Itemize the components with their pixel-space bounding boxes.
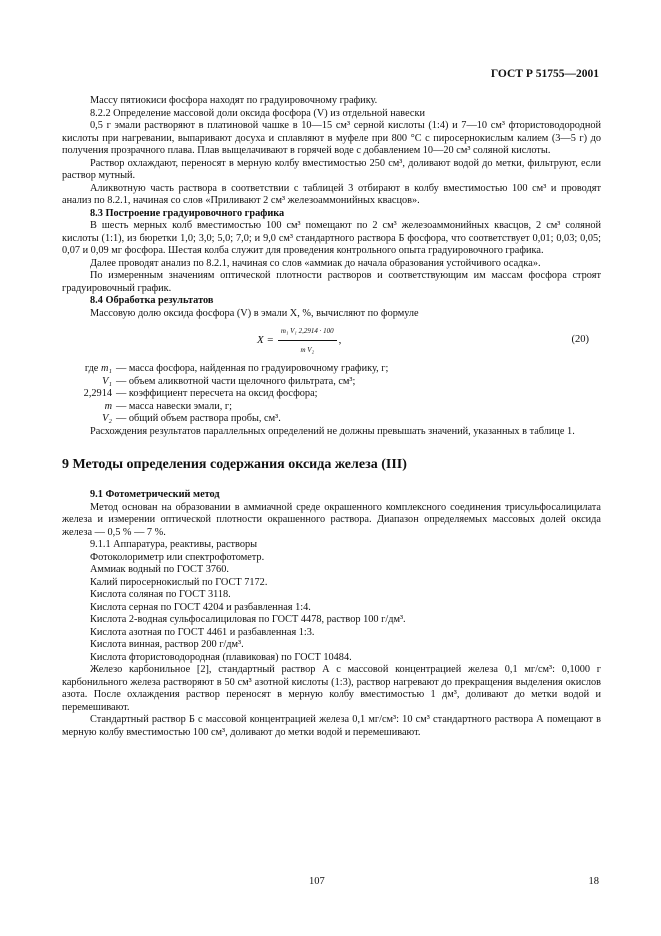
paragraph: Раствор охлаждают, переносят в мерную колбу вместимостью 250 см³, доливают водой до метки, фильтруют, если раствор мутный. bbox=[62, 157, 601, 181]
paragraph: 8.2.2 Определение массовой доли оксида фосфора (V) из отдельной навески bbox=[90, 107, 426, 119]
variable-description: — коэффициент пересчета на оксид фосфора; bbox=[116, 388, 318, 399]
reagent-list bbox=[62, 552, 601, 665]
variable-description: — масса фосфора, найденная по градуировочному графику, г; bbox=[116, 363, 389, 374]
formula-comma: , bbox=[338, 334, 342, 347]
variable-symbol: V₂ bbox=[102, 413, 112, 424]
variable-definitions bbox=[62, 363, 601, 426]
list-item: Кислота 2-водная сульфосалициловая по ГОСТ 4478, раствор 100 г/дм³. bbox=[90, 614, 406, 625]
paragraph: Железо карбонильное [2], стандартный раствор А с массовой концентрацией железа 0,1 мг/см³: 0,1000 г карбонильного железа растворяют в 50 см³ азотной кислоты (1:3), раствор нагревают до прекращения выделения окислов азота. После охлаждения раствор переносят в мерную колбу вместимостью 1 дм³, доливают до метки водой и перемешивают. bbox=[62, 664, 601, 713]
paragraph: Аликвотную часть раствора в соответствии с таблицей 3 отбирают в колбу вместимостью 100 см³ и проводят анализ по 8.2.1, начиная со слов «Приливают 2 см³ железоаммонийных квасцов». bbox=[62, 182, 601, 206]
list-item: Кислота азотная по ГОСТ 4461 и разбавленная 1:3. bbox=[90, 626, 315, 638]
paragraph: По измеренным значениям оптической плотности растворов и соответствующим им массам фосфора строят градуировочный график. bbox=[62, 270, 601, 294]
subsection-heading-9-1: 9.1 Фотометрический метод bbox=[90, 489, 220, 500]
formula-lhs: X = bbox=[257, 334, 274, 347]
list-item: Кислота серная по ГОСТ 4204 и разбавленная 1:4. bbox=[90, 601, 311, 613]
section-heading-9: 9 Методы определения содержания оксида железа (III) bbox=[62, 457, 407, 472]
sheet-number: 18 bbox=[588, 876, 599, 887]
where-prefix: где bbox=[84, 363, 99, 374]
variable-symbol: V₁ bbox=[102, 375, 112, 387]
variable-row bbox=[62, 376, 601, 389]
paragraph: В шесть мерных колб вместимостью 100 см³ помещают по 2 см³ железоаммонийных квасцов, 2 см³ соляной кислоты (1:1), из бюретки 1,0; 3,0; 5,0; 7,0; и 9,0 см³ стандартного раствора Б фосфора, что соответствует 0,01; 0,03; 0,05; 0,07 и 0,09 мг фосфора. Шестая колба служит для проведения контрольного опыта градуировочного графика. bbox=[62, 220, 601, 256]
variable-description: — объем аликвотной части щелочного фильтрата, см³; bbox=[116, 375, 356, 387]
list-item: Калий пиросернокислый по ГОСТ 7172. bbox=[90, 576, 268, 588]
paragraph: Метод основан на образовании в аммиачной среде окрашенного комплексного соединения трисульфосалицилата железа и измерении оптической плотности окрашенного раствора. Диапазон определяемых массовых долей оксида железа — 0,5 % — 7 %. bbox=[62, 501, 601, 538]
formula bbox=[257, 325, 341, 356]
formula-numerator: m₁ V₁ 2,2914 · 100 bbox=[278, 325, 337, 341]
variable-row bbox=[62, 413, 601, 426]
standard-header: ГОСТ Р 51755—2001 bbox=[490, 68, 599, 80]
subsection-heading-8-3: 8.3 Построение градуировочного графика bbox=[90, 207, 285, 219]
page-body bbox=[62, 95, 601, 739]
page-number: 107 bbox=[309, 876, 325, 887]
variable-symbol: 2,2914 bbox=[83, 388, 112, 399]
list-item: Кислота винная, раствор 200 г/дм³. bbox=[90, 639, 244, 650]
variable-row bbox=[62, 388, 601, 401]
list-item: Кислота соляная по ГОСТ 3118. bbox=[90, 589, 231, 600]
variable-symbol: m₁ bbox=[100, 363, 112, 374]
paragraph: Массовую долю оксида фосфора (V) в эмали X, %, вычисляют по формуле bbox=[90, 307, 419, 319]
list-item: Фотоколориметр или спектрофотометр. bbox=[90, 551, 265, 563]
paragraph: 0,5 г эмали растворяют в платиновой чашке в 10—15 см³ серной кислоты (1:4) и 7—10 см³ фтористоводородной кислоты при нагревании, выпаривают досуха и сплавляют в муфеле при 800 °С с пиросернокислым калием (3—5 г) до получения прозрачного плава. Плав выщелачивают в горячей воде с добавлением 10—20 см³ соляной кислоты. bbox=[62, 120, 601, 156]
equation-number: (20) bbox=[571, 334, 589, 345]
variable-symbol: m bbox=[104, 400, 112, 412]
paragraph: Массу пятиокиси фосфора находят по градуировочному графику. bbox=[90, 95, 378, 106]
paragraph: 9.1.1 Аппаратура, реактивы, растворы bbox=[90, 539, 258, 550]
variable-row bbox=[62, 401, 601, 414]
list-item: Кислота фтористоводородная (плавиковая) по ГОСТ 10484. bbox=[90, 651, 352, 663]
subsection-heading-8-4: 8.4 Обработка результатов bbox=[90, 295, 214, 306]
list-item: Аммиак водный по ГОСТ 3760. bbox=[90, 564, 229, 575]
variable-row bbox=[62, 363, 601, 376]
paragraph: Далее проводят анализ по 8.2.1, начиная со слов «аммиак до начала образования устойчивого осадка». bbox=[90, 257, 541, 269]
paragraph: Стандартный раствор Б с массовой концентрацией железа 0,1 мг/см³: 10 см³ стандартного раствора А помещают в мерную колбу вместимостью 100 см³, доливают до метки водой и перемешивают. bbox=[62, 714, 601, 738]
formula-denominator: m V₂ bbox=[300, 345, 315, 354]
formula-block bbox=[62, 323, 601, 359]
variable-description: — масса навески эмали, г; bbox=[116, 400, 232, 412]
formula-fraction bbox=[278, 325, 337, 356]
variable-description: — общий объем раствора пробы, см³. bbox=[116, 413, 281, 424]
paragraph: Расхождения результатов параллельных определений не должны превышать значений, указанных в таблице 1. bbox=[90, 425, 575, 437]
